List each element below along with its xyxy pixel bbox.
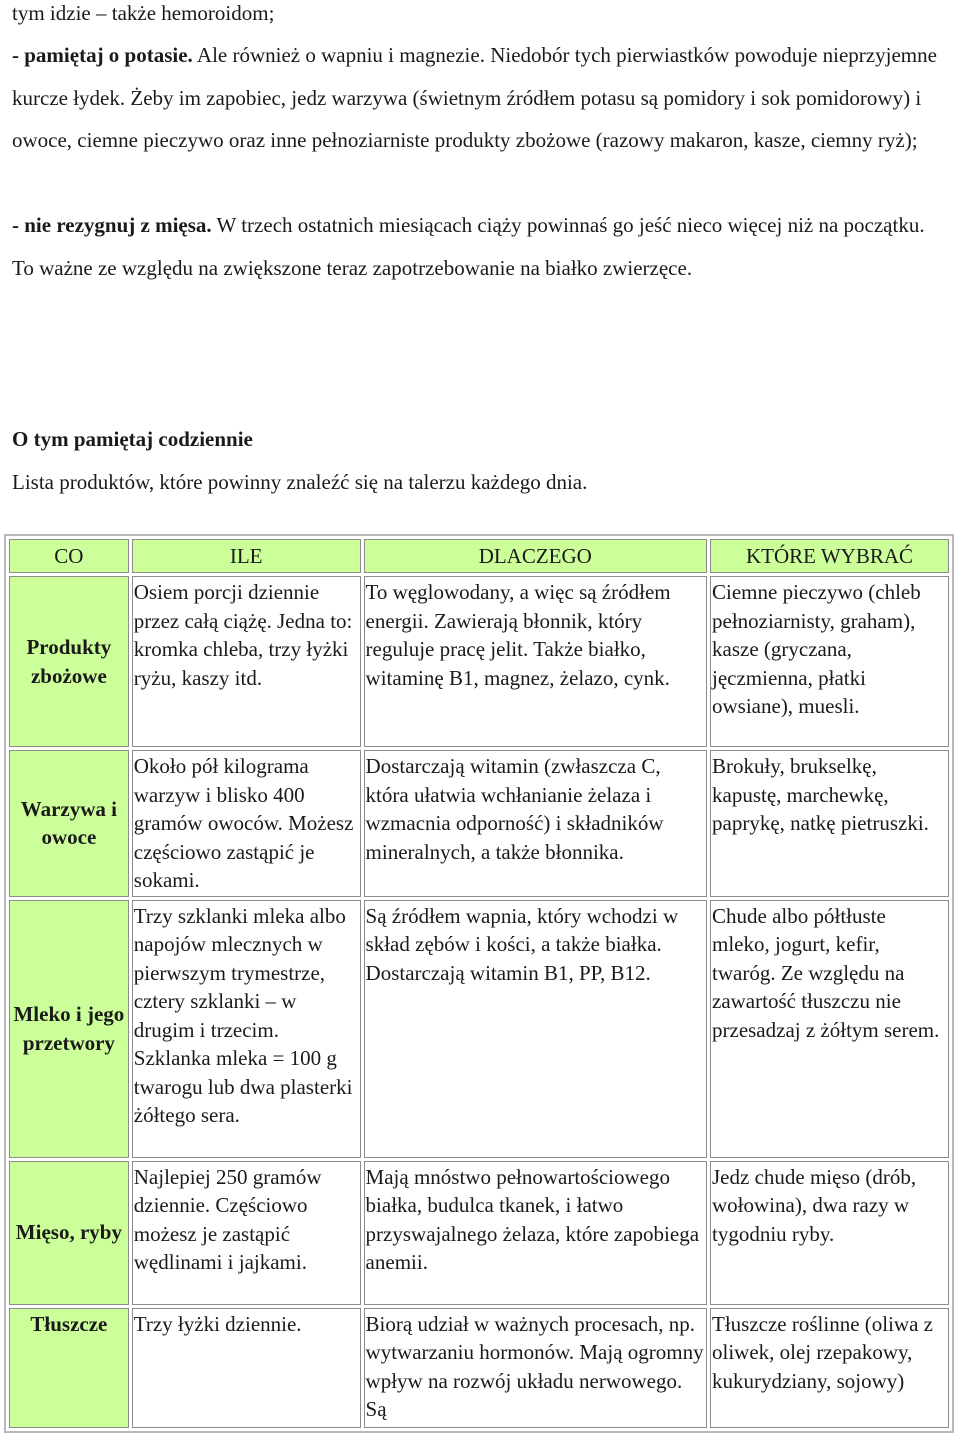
intro-text-1: tym idzie – także hemoroidom; <box>12 1 275 25</box>
food-table <box>4 534 954 1433</box>
amount-cell: Najlepiej 250 gramów dziennie. Częściowo możesz je zastąpić wędlinami i jajkami. <box>132 1161 361 1305</box>
header-ile: ILE <box>132 539 361 573</box>
category-cell: Mleko i jego przetwory <box>9 900 129 1158</box>
reason-cell: Są źródłem wapnia, który wchodzi w skład zębów i kości, a także białka. Dostarczają witamin B1, PP, B12. <box>364 900 707 1158</box>
amount-cell: Trzy łyżki dziennie. <box>132 1308 361 1428</box>
table-header-row <box>9 539 949 573</box>
potassium-heading: - pamiętaj o potasie. <box>12 43 193 67</box>
choice-cell: Tłuszcze roślinne (oliwa z oliwek, olej rzepakowy, kukurydziany, sojowy) <box>710 1308 949 1428</box>
intro-paragraph-3 <box>12 204 947 289</box>
category-cell: Produkty zbożowe <box>9 576 129 747</box>
choice-cell: Chude albo półtłuste mleko, jogurt, kefir, twaróg. Ze względu na zawartość tłuszczu nie przesadzaj z żółtym serem. <box>710 900 949 1158</box>
reason-cell: To węglowodany, a więc są źródłem energii. Zawierają błonnik, który reguluje pracę jelit. Także białko, witaminę B1, magnez, żelazo, cynk. <box>364 576 707 747</box>
category-cell: Warzywa i owoce <box>9 750 129 897</box>
header-dlaczego: DLACZEGO <box>364 539 707 573</box>
section-subtitle: Lista produktów, które powinny znaleźć się na talerzu każdego dnia. <box>12 470 588 494</box>
amount-cell: Osiem porcji dziennie przez całą ciążę. Jedna to: kromka chleba, trzy łyżki ryżu, kaszy itd. <box>132 576 361 747</box>
table-row <box>9 900 949 1158</box>
intro-paragraph-1 <box>12 0 947 35</box>
amount-cell: Trzy szklanki mleka albo napojów mlecznych w pierwszym trymestrze, cztery szklanki – w drugim i trzecim. Szklanka mleka = 100 g twarogu lub dwa plasterki żółtego sera. <box>132 900 361 1158</box>
table-row <box>9 576 949 747</box>
header-ktore-wybrac: KTÓRE WYBRAĆ <box>710 539 949 573</box>
reason-cell: Dostarczają witamin (zwłaszcza C, która ułatwia wchłanianie żelaza i wzmacnia odporność) i składników mineralnych, a także błonnika. <box>364 750 707 897</box>
meat-text: W trzech ostatnich miesiącach ciąży powinnaś go jeść nieco więcej niż na początku. To ważne ze względu na zwiększone teraz zapotrzebowanie na białko zwierzęce. <box>12 213 925 280</box>
category-cell: Mięso, ryby <box>9 1161 129 1305</box>
table-row <box>9 750 949 897</box>
table-row <box>9 1161 949 1305</box>
choice-cell: Ciemne pieczywo (chleb pełnoziarnisty, graham), kasze (gryczana, jęczmienna, płatki owsiane), muesli. <box>710 576 949 747</box>
table-row <box>9 1308 949 1428</box>
reason-cell: Biorą udział w ważnych procesach, np. wytwarzaniu hormonów. Mają ogromny wpływ na rozwój układu nerwowego. Są <box>364 1308 707 1428</box>
choice-cell: Jedz chude mięso (drób, wołowina), dwa razy w tygodniu ryby. <box>710 1161 949 1305</box>
intro-paragraph-2 <box>12 34 947 162</box>
potassium-text: Ale również o wapniu i magnezie. Niedobór tych pierwiastków powoduje nieprzyjemne kurcze łydek. Żeby im zapobiec, jedz warzywa (świetnym źródłem potasu są pomidory i sok pomidorowy) i owoce, ciemne pieczywo oraz inne pełnoziarniste produkty zbożowe (razowy makaron, kasze, ciemny ryż); <box>12 43 937 152</box>
amount-cell: Około pół kilograma warzyw i blisko 400 gramów owoców. Możesz częściowo zastąpić je sokami. <box>132 750 361 897</box>
header-co: CO <box>9 539 129 573</box>
category-cell: Tłuszcze <box>9 1308 129 1428</box>
reason-cell: Mają mnóstwo pełnowartościowego białka, budulca tkanek, i łatwo przyswajalnego żelaza, które zapobiega anemii. <box>364 1161 707 1305</box>
choice-cell: Brokuły, brukselkę, kapustę, marchewkę, paprykę, natkę pietruszki. <box>710 750 949 897</box>
section-title: O tym pamiętaj codziennie <box>12 427 253 451</box>
meat-heading: - nie rezygnuj z mięsa. <box>12 213 212 237</box>
